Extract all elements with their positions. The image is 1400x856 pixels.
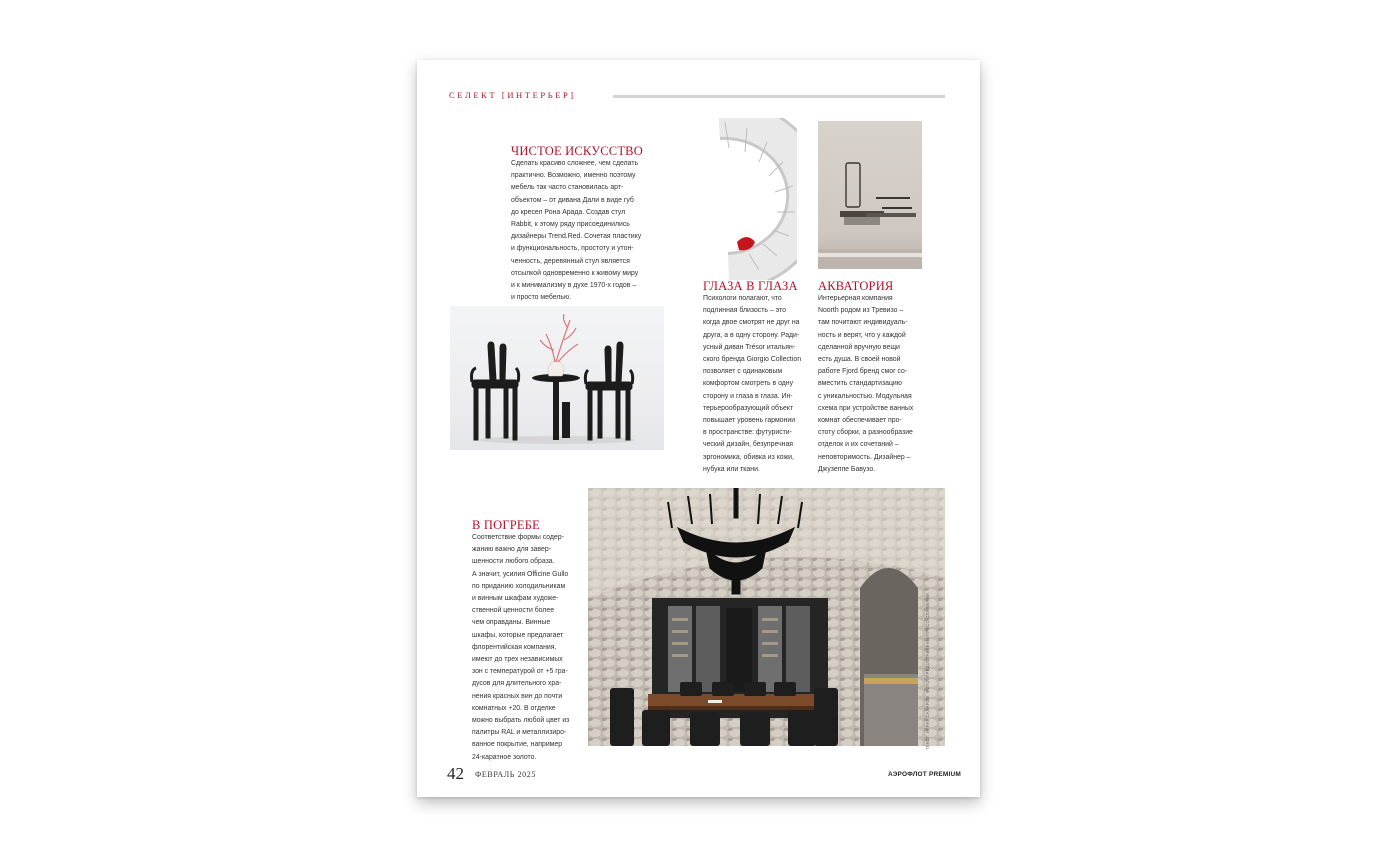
body-line: комфортом смотреть в одну: [703, 380, 794, 388]
body-line: Rabbit, к этому ряду присоединились: [511, 221, 630, 229]
rabbit-chairs-photo: [450, 306, 664, 450]
body-line: ченность, деревянный стул является: [511, 257, 630, 265]
body-line: сделанной вручную вещи: [818, 343, 900, 351]
fjord-bathroom-photo: [818, 121, 922, 269]
body-line: и функциональность, простоту и утон-: [511, 245, 634, 253]
article-art-title: ЧИСТОЕ ИСКУССТВО: [511, 144, 643, 158]
photo-credit: ТЕКСТ: ИГНАТ САХАРОВ. ФОТО: ПРЕДОСТАВЛЕНЫ ПРЕСС-СЛУЖБАМИ: [925, 592, 930, 750]
body-line: и к минимализму в духе 1970-х годов –: [511, 282, 637, 290]
body-line: зон с температурой от +5 гра-: [472, 668, 568, 676]
body-line: ванное покрытие, например: [472, 741, 563, 749]
article-eyes-body: [703, 293, 801, 476]
body-line: эргономика, обивка из кожи,: [703, 453, 794, 461]
body-line: ственной ценности более: [472, 607, 555, 615]
body-line: можно выбрать любой цвет из: [472, 717, 570, 725]
article-cellar-title: В ПОГРЕБЕ: [472, 518, 540, 532]
body-line: 24-каратное золото.: [472, 753, 537, 761]
body-line: чем оправданы. Винные: [472, 619, 551, 627]
body-line: работе Fjord бренд смог со-: [818, 368, 908, 376]
body-line: комнатных +20. В отделке: [472, 704, 556, 712]
body-line: терьерообразующий объект: [703, 404, 794, 412]
body-line: усный диван Trésor итальян-: [703, 343, 796, 351]
body-line: шкафы, которые предлагает: [472, 631, 564, 639]
body-line: неповторимость. Дизайнер –: [818, 453, 911, 461]
body-line: схема при устройстве ванных: [818, 404, 914, 412]
body-line: там почитают индивидуаль-: [818, 319, 908, 327]
issue-date: ФЕВРАЛЬ 2025: [475, 770, 536, 779]
body-line: подлинная близость – это: [703, 307, 786, 315]
body-line: вместить стандартизацию: [818, 380, 902, 388]
body-line: позволяет с одинаковым: [703, 368, 783, 376]
body-line: ческий дизайн, безупречная: [703, 441, 794, 449]
article-water-body: [818, 293, 913, 476]
body-line: когда двое смотрят не друг на: [703, 319, 800, 327]
body-line: Психологи полагают, что: [703, 295, 782, 302]
body-line: Интерьерная компания: [818, 295, 893, 302]
section-tag: СЕЛЕКТ [ИНТЕРЬЕР]: [449, 90, 576, 100]
tresor-sofa-photo: [689, 118, 797, 280]
article-cellar-body: [472, 532, 569, 764]
body-line: в пространстве: футуристи-: [703, 429, 792, 437]
body-line: отделок и их сочетаний –: [818, 441, 899, 449]
body-line: до кресел Рона Арада. Создав стул: [511, 208, 626, 216]
body-line: друга, а в одну сторону. Ради-: [703, 331, 800, 339]
body-line: ского бренда Giorgio Collection: [703, 356, 802, 364]
body-line: повышает уровень гармонии: [703, 417, 796, 425]
body-line: флорентийская компания,: [472, 643, 557, 651]
body-line: мебель так часто становилась арт-: [511, 184, 624, 192]
body-line: с уникальностью. Модульная: [818, 392, 912, 400]
body-line: нения красных вин до почти: [472, 692, 563, 700]
body-line: комнат обеспечивает про-: [818, 417, 902, 425]
body-line: жанию важно для завер-: [472, 546, 551, 554]
article-eyes-title: ГЛАЗА В ГЛАЗА: [703, 279, 798, 293]
header-rule: [613, 95, 945, 98]
body-line: есть душа. В своей новой: [818, 356, 901, 364]
body-line: по приданию холодильникам: [472, 582, 566, 590]
article-water-title: АКВАТОРИЯ: [818, 279, 894, 293]
body-line: и просто мебелью.: [511, 294, 572, 302]
body-line: сторону и глаза в глаза. Ин-: [703, 392, 793, 400]
body-line: отсылкой одновременно к живому миру: [511, 269, 639, 277]
body-line: ность и верят, что у каждой: [818, 331, 906, 339]
body-line: палитры RAL и металлизиро-: [472, 729, 567, 737]
body-line: Сделать красиво сложнее, чем сделать: [511, 160, 639, 167]
body-line: дусов для длительного хра-: [472, 680, 562, 688]
body-line: дизайнеры Trend.Red. Сочетая пластику: [511, 233, 642, 241]
body-line: шенности любого образа.: [472, 558, 555, 566]
body-line: объектом – от дивана Дали в виде губ: [511, 196, 634, 204]
body-line: Джузеппе Бавузо.: [818, 465, 876, 473]
body-line: стоту сборки, а разнообразие: [818, 429, 913, 437]
body-line: Соответствие формы содер-: [472, 534, 564, 541]
body-line: и винным шкафам художе-: [472, 595, 559, 603]
article-art-body: [511, 158, 641, 304]
body-line: практично. Возможно, именно поэтому: [511, 172, 636, 180]
magazine-page: [417, 60, 980, 797]
body-line: имеют до трех независимых: [472, 656, 563, 664]
magazine-brand: АЭРОФЛОТ PREMIUM: [888, 771, 962, 778]
page-number: 42: [447, 764, 464, 783]
body-line: Noorth родом из Тревизо –: [818, 307, 904, 315]
body-line: А значит, усилия Officine Gullo: [472, 570, 569, 578]
wine-cellar-photo: [588, 488, 945, 746]
body-line: нубука или ткани.: [703, 465, 760, 473]
